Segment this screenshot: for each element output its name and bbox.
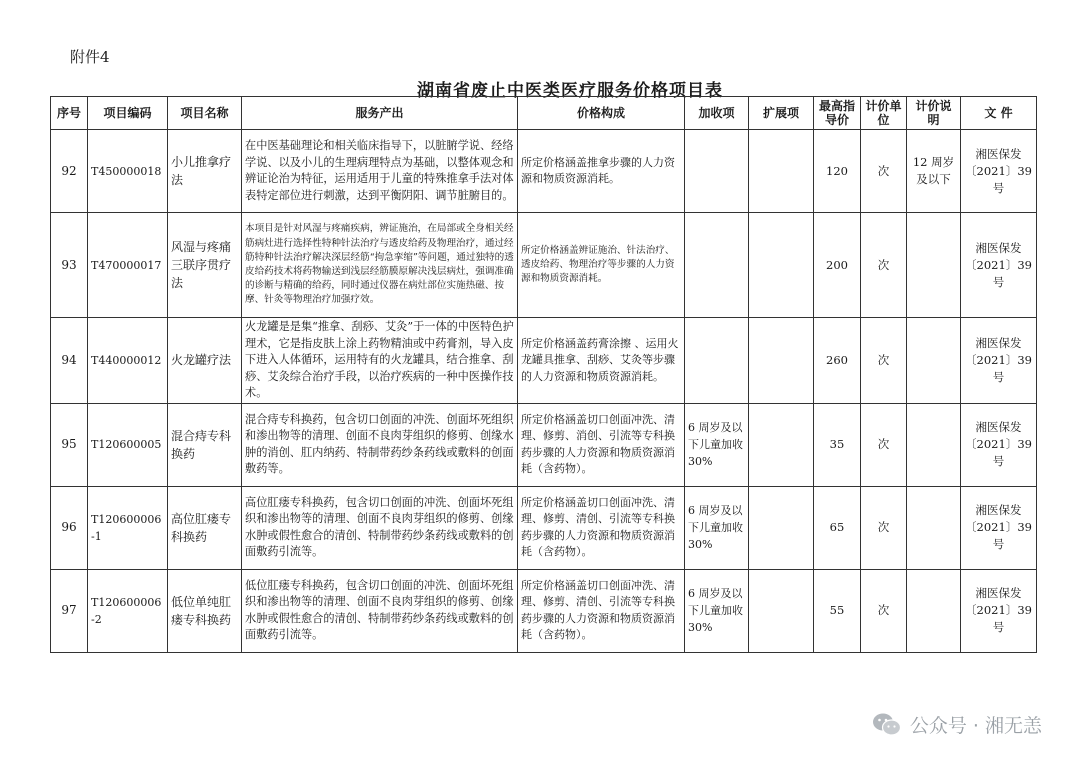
cell-code: T450000018 — [88, 130, 168, 213]
cell-surcharge — [685, 130, 749, 213]
cell-surcharge — [685, 213, 749, 318]
cell-price: 所定价格涵盖辨证施治、针法治疗、透皮给药、物理治疗等步骤的人力资源和物质资源消耗。 — [518, 213, 685, 318]
table-row — [51, 318, 1037, 404]
document-title: 湖南省废止中医类医疗服务价格项目表 — [417, 81, 723, 101]
attachment-label: 附件4 — [70, 48, 110, 66]
header-name: 项目名称 — [168, 97, 242, 130]
cell-code: T120600006-2 — [88, 569, 168, 652]
cell-extension — [749, 213, 814, 318]
cell-note: 12 周岁及以下 — [907, 130, 961, 213]
cell-note — [907, 486, 961, 569]
cell-doc: 湘医保发〔2021〕39 号 — [961, 130, 1037, 213]
cell-output: 低位肛瘘专科换药，包含切口创面的冲洗、创面坏死组织和渗出物等的清理、创面不良肉芽组织的修剪、创缘水肿或假性愈合的清创、特制带药纱条药线或敷料的创面敷药引流等。 — [242, 569, 518, 652]
cell-seq: 96 — [51, 486, 88, 569]
table-row — [51, 130, 1037, 213]
cell-doc: 湘医保发〔2021〕39 号 — [961, 486, 1037, 569]
cell-output: 本项目是针对风湿与疼痛疾病，辨证施治，在局部或全身相关经筋病灶进行选择性特种针法治疗与透皮给药及物理治疗，通过经筋特种针法治疗解决深层经筋“拘急挛缩”等问题，通过独特的透皮给药技术将药物输送到浅层经筋膜原解决浅层病灶，强调准确的诊断与精确的给药，同时通过仪器在病灶部位实施热磁、按摩、针灸等物理治疗加强疗效。 — [242, 213, 518, 318]
cell-price: 所定价格涵盖推拿步骤的人力资源和物质资源消耗。 — [518, 130, 685, 213]
cell-seq: 94 — [51, 318, 88, 404]
cell-name: 高位肛瘘专科换药 — [168, 486, 242, 569]
watermark — [872, 711, 1042, 738]
table-row — [51, 403, 1037, 486]
cell-doc: 湘医保发〔2021〕39 号 — [961, 318, 1037, 404]
header-unit: 计价单位 — [861, 97, 907, 130]
cell-max-price: 65 — [814, 486, 861, 569]
cell-name: 混合痔专科换药 — [168, 403, 242, 486]
cell-max-price: 35 — [814, 403, 861, 486]
cell-surcharge: 6 周岁及以下儿童加收 30% — [685, 486, 749, 569]
cell-doc: 湘医保发〔2021〕39 号 — [961, 569, 1037, 652]
price-items-table — [50, 96, 1037, 653]
cell-extension — [749, 403, 814, 486]
cell-name: 风湿与疼痛三联序贯疗法 — [168, 213, 242, 318]
cell-max-price: 120 — [814, 130, 861, 213]
table-row — [51, 486, 1037, 569]
cell-unit: 次 — [861, 486, 907, 569]
table-row — [51, 213, 1037, 318]
cell-doc: 湘医保发〔2021〕39 号 — [961, 213, 1037, 318]
header-price: 价格构成 — [518, 97, 685, 130]
cell-unit: 次 — [861, 569, 907, 652]
cell-unit: 次 — [861, 130, 907, 213]
cell-doc: 湘医保发〔2021〕39 号 — [961, 403, 1037, 486]
cell-max-price: 200 — [814, 213, 861, 318]
cell-seq: 95 — [51, 403, 88, 486]
cell-output: 混合痔专科换药，包含切口创面的冲洗、创面坏死组织和渗出物等的清理、创面不良肉芽组织的修剪、创缘水肿的消创、肛内纳药、特制带药纱条药线或敷料的创面敷药等。 — [242, 403, 518, 486]
cell-seq: 92 — [51, 130, 88, 213]
cell-code: T120600006-1 — [88, 486, 168, 569]
cell-surcharge — [685, 318, 749, 404]
cell-extension — [749, 486, 814, 569]
cell-price: 所定价格涵盖切口创面冲洗、清理、修剪、清创、引流等专科换药步骤的人力资源和物质资源消耗（含药物）。 — [518, 486, 685, 569]
header-code: 项目编码 — [88, 97, 168, 130]
cell-unit: 次 — [861, 213, 907, 318]
cell-max-price: 55 — [814, 569, 861, 652]
header-output: 服务产出 — [242, 97, 518, 130]
header-seq: 序号 — [51, 97, 88, 130]
header-doc: 文 件 — [961, 97, 1037, 130]
table-row — [51, 569, 1037, 652]
cell-surcharge: 6 周岁及以下儿童加收 30% — [685, 403, 749, 486]
cell-note — [907, 213, 961, 318]
cell-extension — [749, 318, 814, 404]
table-header-row — [51, 97, 1037, 130]
cell-code: T120600005 — [88, 403, 168, 486]
cell-name: 小儿推拿疗法 — [168, 130, 242, 213]
header-surcharge: 加收项 — [685, 97, 749, 130]
cell-name: 低位单纯肛瘘专科换药 — [168, 569, 242, 652]
cell-seq: 97 — [51, 569, 88, 652]
wechat-icon — [872, 712, 902, 738]
cell-extension — [749, 130, 814, 213]
cell-code: T440000012 — [88, 318, 168, 404]
cell-note — [907, 569, 961, 652]
cell-price: 所定价格涵盖切口创面冲洗、清理、修剪、清创、引流等专科换药步骤的人力资源和物质资源消耗（含药物）。 — [518, 569, 685, 652]
cell-code: T470000017 — [88, 213, 168, 318]
cell-note — [907, 318, 961, 404]
cell-price: 所定价格涵盖药膏涂擦 、运用火龙罐具推拿、刮痧、艾灸等步骤的人力资源和物质资源消耗。 — [518, 318, 685, 404]
cell-extension — [749, 569, 814, 652]
cell-output: 在中医基础理论和相关临床指导下，以脏腑学说、经络学说、以及小儿的生理病理特点为基础，以整体观念和辨证论治为特征，运用适用于儿童的特殊推拿手法对体表特定部位进行刺激，达到平衡阴阳、调节脏腑目的。 — [242, 130, 518, 213]
cell-output: 高位肛瘘专科换药，包含切口创面的冲洗、创面坏死组织和渗出物等的清理、创面不良肉芽组织的修剪、创缘水肿或假性愈合的清创、特制带药纱条药线或敷料的创面敷药引流等。 — [242, 486, 518, 569]
cell-output: 火龙罐是是集“推拿、刮痧、艾灸”于一体的中医特色护理术，它是指皮肤上涂上药物精油或中药膏剂，导入皮下进入人体循环，运用特有的火龙罐具，结合推拿、刮痧、艾灸综合治疗手段，以治疗疾病的一种中医操作技术。 — [242, 318, 518, 404]
header-max-price: 最高指导价 — [814, 97, 861, 130]
cell-seq: 93 — [51, 213, 88, 318]
cell-note — [907, 403, 961, 486]
header-note: 计价说明 — [907, 97, 961, 130]
cell-price: 所定价格涵盖切口创面冲洗、清理、修剪、消创、引流等专科换药步骤的人力资源和物质资源消耗（含药物）。 — [518, 403, 685, 486]
cell-max-price: 260 — [814, 318, 861, 404]
cell-surcharge: 6 周岁及以下儿童加收 30% — [685, 569, 749, 652]
cell-unit: 次 — [861, 318, 907, 404]
watermark-text: 公众号 · 湘无恙 — [909, 715, 1042, 737]
header-extension: 扩展项 — [749, 97, 814, 130]
cell-unit: 次 — [861, 403, 907, 486]
cell-name: 火龙罐疗法 — [168, 318, 242, 404]
